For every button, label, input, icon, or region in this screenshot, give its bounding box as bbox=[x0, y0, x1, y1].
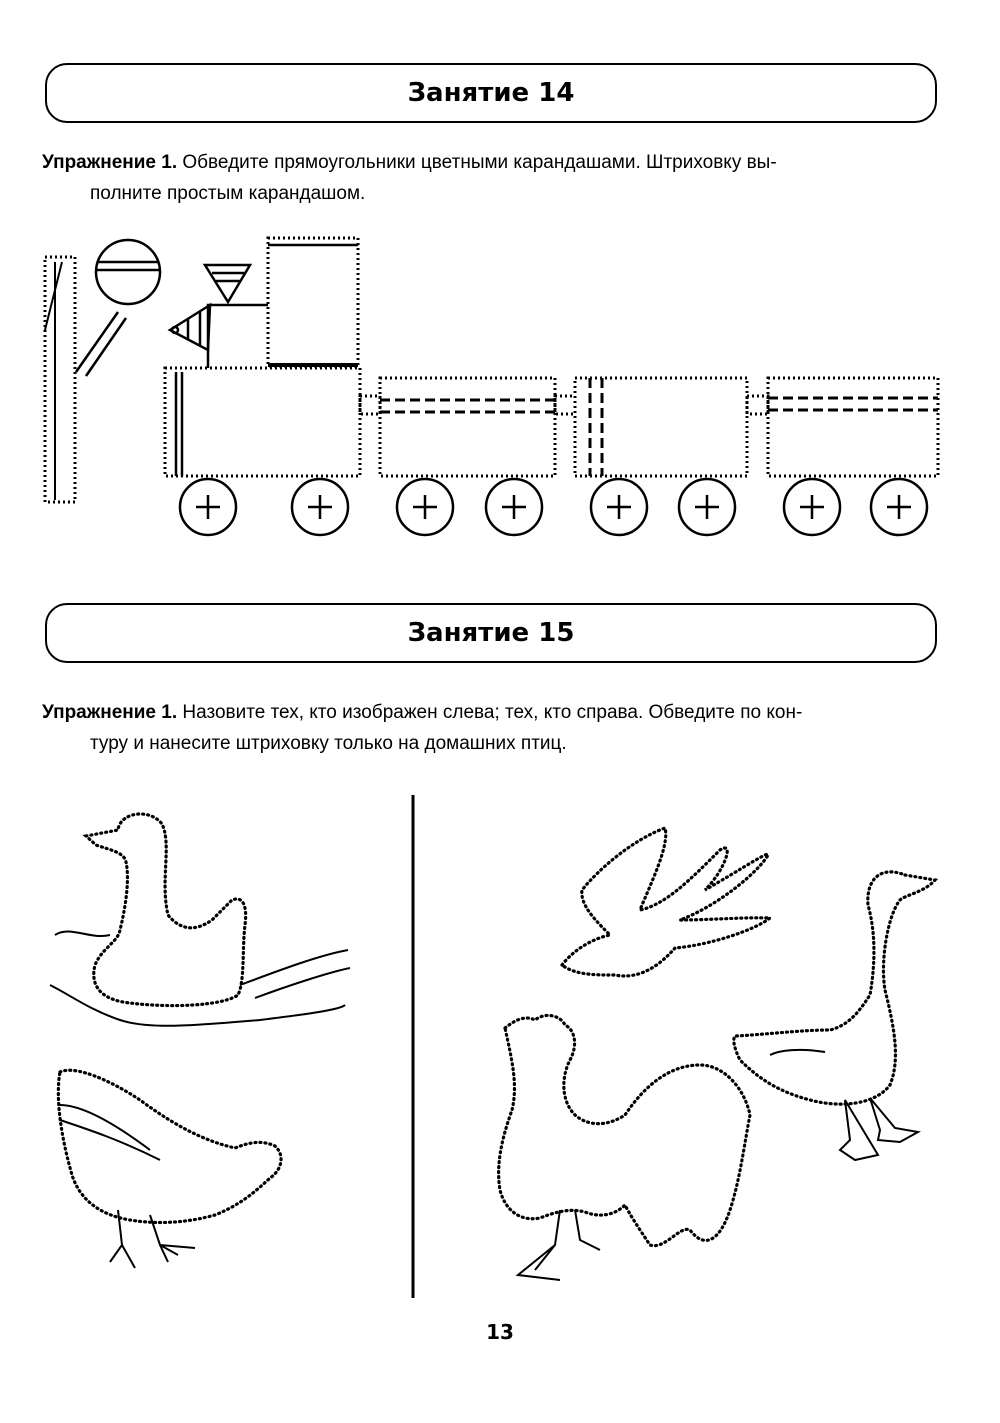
lesson-14-exercise bbox=[42, 147, 942, 209]
hen bbox=[58, 1070, 281, 1222]
semaphore-disc bbox=[96, 240, 160, 304]
swallow bbox=[562, 828, 770, 976]
lesson-15-banner bbox=[45, 603, 937, 663]
wheel bbox=[180, 479, 236, 535]
wheel bbox=[679, 479, 735, 535]
lesson-15-title: Занятие 15 bbox=[407, 618, 575, 648]
birds-illustration bbox=[0, 790, 1000, 1310]
exercise-text-line2: полните простым карандашом. bbox=[90, 183, 366, 204]
wheel bbox=[486, 479, 542, 535]
exercise-label: Упражнение 1. bbox=[42, 152, 178, 173]
semaphore-post bbox=[45, 257, 75, 502]
wheel bbox=[784, 479, 840, 535]
exercise-label: Упражнение 1. bbox=[42, 702, 178, 723]
standing-goose bbox=[734, 872, 935, 1104]
wagon-3 bbox=[768, 378, 938, 476]
wagon-1 bbox=[380, 378, 555, 476]
wheel bbox=[397, 479, 453, 535]
train-illustration bbox=[0, 230, 1000, 550]
page-number: 13 bbox=[486, 1320, 514, 1344]
exercise-text-line2: туру и нанесите штриховку только на домашних птиц. bbox=[90, 733, 567, 754]
wheel bbox=[292, 479, 348, 535]
rooster bbox=[499, 1015, 750, 1245]
locomotive-body bbox=[165, 368, 360, 476]
swimming-goose bbox=[86, 814, 246, 1006]
exercise-text-line1: Обведите прямоугольники цветными карандашами. Штриховку вы- bbox=[182, 152, 777, 173]
exercise-text-line1: Назовите тех, кто изображен слева; тех, кто справа. Обведите по кон- bbox=[182, 702, 803, 723]
lesson-14-banner bbox=[45, 63, 937, 123]
locomotive-cabin bbox=[268, 238, 358, 366]
wheels bbox=[180, 479, 927, 535]
wheel bbox=[871, 479, 927, 535]
lesson-15-exercise bbox=[42, 697, 942, 759]
lesson-14-title: Занятие 14 bbox=[407, 78, 575, 108]
wheel bbox=[591, 479, 647, 535]
